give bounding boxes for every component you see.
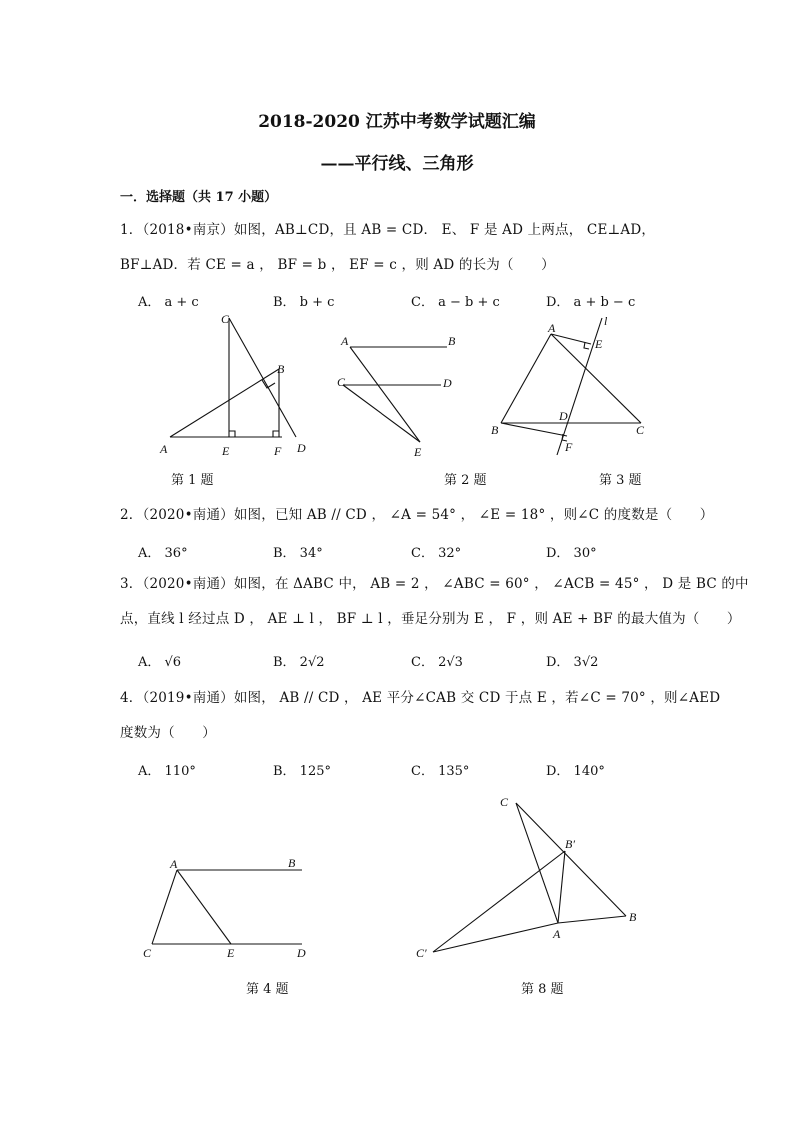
question-3-line-2: 点，直线 l 经过点 D ， AE ⊥ l ， BF ⊥ l ，垂足分别为 E ， F ，则 AE + BF 的最大值为（ ） [120, 611, 741, 627]
question-4-option-a: A． 110° [138, 764, 196, 779]
figure-3-caption: 第 3 题 [599, 473, 642, 488]
fig4-label-d: D [297, 946, 306, 960]
fig4-label-c: C [143, 946, 152, 960]
figure-8-diagram [410, 790, 650, 970]
question-2-option-a: A． 36° [138, 546, 188, 561]
fig2-label-c: C [337, 375, 346, 389]
fig8-label-bp: B′ [565, 837, 575, 851]
fig3-label-l: l [604, 314, 608, 328]
fig2-label-d: D [443, 376, 452, 390]
question-3-option-c: C． 2√3 [411, 655, 463, 670]
question-1-option-c: C． a − b + c [411, 295, 500, 310]
fig8-label-c: C [500, 795, 509, 809]
question-1-option-a: A． a + c [138, 295, 199, 310]
figure-4-caption: 第 4 题 [246, 982, 289, 997]
fig2-label-b: B [448, 334, 456, 348]
question-1-option-d: D． a + b − c [546, 295, 636, 310]
fig4-label-e: E [227, 946, 235, 960]
figure-4-diagram [135, 850, 320, 965]
fig1-label-e: E [222, 444, 230, 458]
question-2-option-d: D． 30° [546, 546, 597, 561]
fig8-label-b: B [629, 910, 637, 924]
question-1-line-1: 1．（2018•南京）如图，AB⊥CD，且 AB = CD． E、 F 是 AD 上两点， CE⊥AD， [120, 222, 656, 238]
figure-1-diagram [150, 305, 320, 465]
figure-2-diagram [330, 325, 470, 465]
question-4-option-b: B． 125° [273, 764, 331, 779]
fig1-label-a: A [160, 442, 168, 456]
fig2-label-a: A [341, 334, 349, 348]
fig3-label-c: C [636, 423, 645, 437]
figure-2-caption: 第 2 题 [444, 473, 487, 488]
page-subtitle: ——平行线、三角形 [320, 154, 474, 174]
fig4-label-b: B [288, 856, 296, 870]
fig4-label-a: A [170, 857, 178, 871]
question-4-option-d: D． 140° [546, 764, 605, 779]
figure-1-caption: 第 1 题 [171, 473, 214, 488]
fig3-label-a: A [548, 321, 556, 335]
fig3-label-e: E [595, 337, 603, 351]
question-4-line-1: 4．（2019•南通）如图， AB // CD ， AE 平分∠CAB 交 CD 于点 E ，若∠C = 70° ，则∠AED [120, 690, 721, 706]
fig8-label-cp: C′ [416, 946, 427, 960]
question-3-line-1: 3．（2020•南通）如图，在 ΔABC 中， AB = 2 ， ∠ABC = 60° ， ∠ACB = 45° ， D 是 BC 的中 [120, 576, 749, 592]
page-title: 2018-2020 江苏中考数学试题汇编 [258, 112, 536, 132]
fig1-label-b: B [277, 362, 285, 376]
section-heading: 一．选择题（共 17 小题） [120, 190, 278, 205]
figure-8-caption: 第 8 题 [521, 982, 564, 997]
fig3-label-b: B [491, 423, 499, 437]
question-1-option-b: B． b + c [273, 295, 335, 310]
question-1-line-2: BF⊥AD．若 CE = a ， BF = b ， EF = c ，则 AD 的长为（ ） [120, 257, 555, 273]
question-3-option-d: D． 3√2 [546, 655, 599, 670]
question-4-option-c: C． 135° [411, 764, 470, 779]
fig3-label-f: F [565, 440, 573, 454]
question-4-line-2: 度数为（ ） [120, 725, 216, 741]
question-2-option-b: B． 34° [273, 546, 323, 561]
question-2-line-1: 2．（2020•南通）如图，已知 AB // CD ， ∠A = 54° ， ∠E = 18° ，则∠C 的度数是（ ） [120, 507, 714, 523]
fig2-label-e: E [414, 445, 422, 459]
question-3-option-b: B． 2√2 [273, 655, 325, 670]
fig1-label-d: D [297, 441, 306, 455]
fig8-label-a: A [553, 927, 561, 941]
fig1-label-c: C [221, 312, 230, 326]
question-2-option-c: C． 32° [411, 546, 462, 561]
question-3-option-a: A． √6 [138, 655, 182, 670]
fig1-label-f: F [274, 444, 282, 458]
fig3-label-d: D [559, 409, 568, 423]
figure-3-diagram [485, 310, 660, 465]
